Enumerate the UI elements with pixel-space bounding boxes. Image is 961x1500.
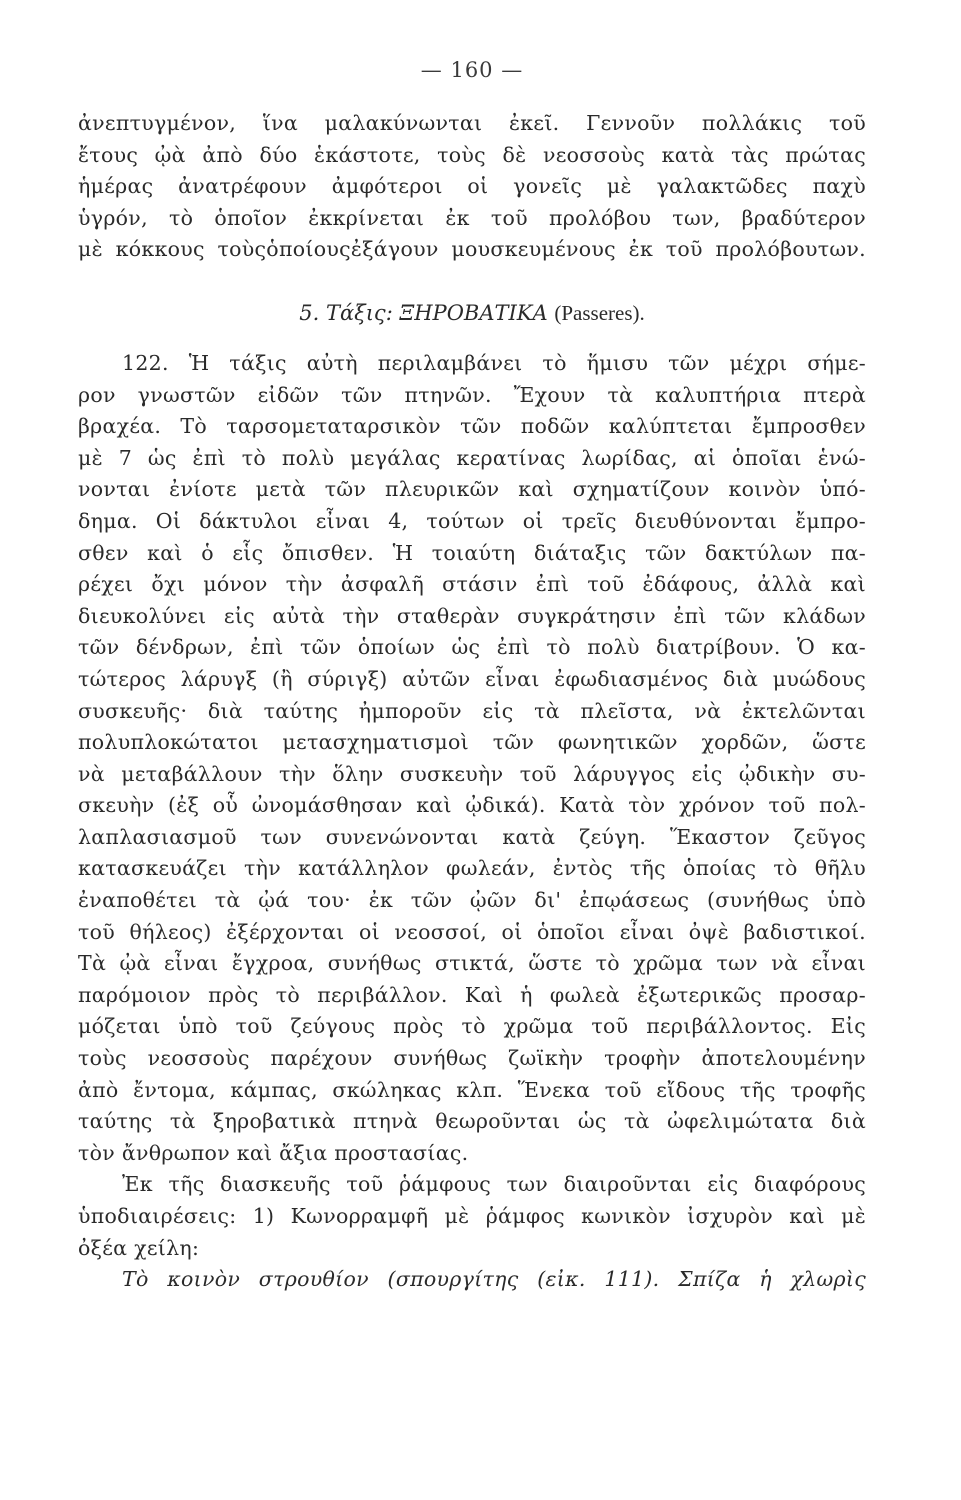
paragraph-1 (78, 108, 866, 266)
text-line: σθεν καὶ ὁ εἷς ὄπισθεν. Ἡ τοιαύτη διάταξις τῶν δακτύλων πα- (78, 540, 866, 565)
text-line: ἀπὸ ἔντομα, κάμπας, σκώληκας κλπ. Ἕνεκα τοῦ εἴδους τῆς τροφῆς (78, 1077, 866, 1102)
text-line: ἐναποθέτει τὰ ᾠά του· ἐκ τῶν ᾠῶν δι' ἐπῳάσεως (συνήθως ὑπὸ (78, 888, 866, 913)
text-line: ὑποδιαιρέσεις: 1) Κωνορραμφῆ μὲ ῥάμφος κωνικὸν ἰσχυρὸν καὶ μὲ (78, 1204, 866, 1228)
text-line: Τὰ ᾠὰ εἶναι ἔγχροα, συνήθως στικτά, ὥστε τὸ χρῶμα των νὰ εἶναι (78, 951, 866, 976)
text-line: ταύτης τὰ ξηροβατικὰ πτηνὰ θεωροῦνται ὡς τὰ ὠφελιμώτατα διὰ (78, 1109, 866, 1134)
page-number: — 160 — (420, 58, 524, 82)
text-line: τοῦ θήλεος) ἐξέρχονται οἱ νεοσσοί, οἱ ὁποῖοι εἶναι ὀψὲ βαδιστικοί. (78, 919, 866, 944)
text-line: βραχέα. Τὸ ταρσομεταταρσικὸν τῶν ποδῶν καλύπτεται ἔμπροσθεν (78, 414, 866, 439)
text-line: μόζεται ὑπὸ τοῦ ζεύγους πρὸς τὸ χρῶμα τοῦ περιβάλλοντος. Εἰς (78, 1014, 866, 1039)
heading-prefix: 5. Τάξις: (299, 300, 393, 325)
text-line: ἡμέρας ἀνατρέφουν ἀμφότεροι οἱ γονεῖς μὲ γαλακτῶδες παχὺ (78, 174, 866, 199)
text-line: τοὺς νεοσσοὺς παρέχουν συνήθως ζωϊκὴν τροφὴν ἀποτελουμένην (78, 1046, 866, 1071)
text-line: τὸν ἄνθρωπον καὶ ἄξια προστασίας. (78, 1140, 469, 1165)
text-line: νονται ἐνίοτε μετὰ τῶν πλευρικῶν καὶ σχηματίζουν κοινὸν ὑπό- (78, 477, 866, 502)
text-line: συσκευῆς· διὰ ταύτης ἠμποροῦν εἰς τὰ πλεῖστα, νὰ ἐκτελῶνται (78, 698, 866, 723)
section-heading (78, 296, 866, 330)
text-line: λαπλασιασμοῦ των συνενώνονται κατὰ ζεύγη. Ἕκαστον ζεῦγος (78, 824, 866, 849)
text-line: Τὸ κοινὸν στρουθίον (σπουργίτης (εἰκ. 111). Σπίζα ἡ χλωρὶς (122, 1267, 866, 1292)
heading-title: ΞΗΡΟΒΑΤΙΚΑ (399, 300, 548, 325)
text-line: μὲ 7 ὡς ἐπὶ τὸ πολὺ μεγάλας κερατίνας λωρίδας, αἱ ὁποῖαι ἑνώ- (78, 445, 866, 470)
text-line: ὑγρόν, τὸ ὁποῖον ἐκκρίνεται ἐκ τοῦ προλόβου των, βραδύτερον (78, 205, 866, 230)
text-line: 122. Ἡ τάξις αὐτὴ περιλαμβάνει τὸ ἥμισυ τῶν μέχρι σήμε- (122, 350, 866, 375)
paragraph-3 (78, 1169, 866, 1264)
paragraph-2 (78, 348, 866, 1169)
text-line: διευκολύνει εἰς αὐτὰ τὴν σταθερὰν συγκράτησιν ἐπὶ τῶν κλάδων (78, 603, 866, 628)
text-line: νὰ μεταβάλλουν τὴν ὅλην συσκευὴν τοῦ λάρυγγος εἰς ᾠδικὴν συ- (78, 761, 866, 786)
paragraph-4 (78, 1264, 866, 1296)
text-line: ρον γνωστῶν εἰδῶν τῶν πτηνῶν. Ἔχουν τὰ καλυπτήρια πτερὰ (78, 382, 866, 407)
book-page (78, 58, 866, 1296)
text-line: μὲ κόκκους τοὺςὁποίουςἐξάγουν μουσκευμένους ἐκ τοῦ προλόβουτων. (78, 237, 866, 262)
text-line: δημα. Οἱ δάκτυλοι εἶναι 4, τούτων οἱ τρεῖς διευθύνονται ἔμπρο- (78, 508, 866, 533)
text-line: ἔτους ᾠὰ ἀπὸ δύο ἑκάστοτε, τοὺς δὲ νεοσσοὺς κατὰ τὰς πρώτας (78, 142, 866, 167)
text-line: σκευὴν (ἐξ οὗ ὠνομάσθησαν καὶ ᾠδικά). Κατὰ τὸν χρόνον τοῦ πολ- (78, 793, 866, 818)
text-line: κατασκευάζει τὴν κατάλληλον φωλεάν, ἐντὸς τῆς ὁποίας τὸ θῆλυ (78, 856, 866, 881)
text-line: Ἐκ τῆς διασκευῆς τοῦ ῥάμφους των διαιροῦνται εἰς διαφόρους (122, 1172, 866, 1197)
text-line: πολυπλοκώτατοι μετασχηματισμοὶ τῶν φωνητικῶν χορδῶν, ὥστε (78, 730, 866, 755)
text-line: ὀξέα χείλη: (78, 1235, 200, 1260)
text-line: παρόμοιον πρὸς τὸ περιβάλλον. Καὶ ἡ φωλεὰ ἐξωτερικῶς προσαρ- (78, 982, 866, 1007)
heading-latin: (Passeres). (554, 300, 645, 325)
text-line: ἀνεπτυγμένον, ἵνα μαλακύνωνται ἐκεῖ. Γεννοῦν πολλάκις τοῦ (78, 111, 866, 135)
text-line: τώτερος λάρυγξ (ἢ σύριγξ) αὐτῶν εἶναι ἐφωδιασμένος διὰ μυώδους (78, 666, 866, 691)
text-line: ρέχει ὄχι μόνον τὴν ἀσφαλῆ στάσιν ἐπὶ τοῦ ἐδάφους, ἀλλὰ καὶ (78, 572, 866, 597)
text-line: τῶν δένδρων, ἐπὶ τῶν ὁποίων ὡς ἐπὶ τὸ πολὺ διατρίβουν. Ὁ κα- (78, 635, 866, 660)
